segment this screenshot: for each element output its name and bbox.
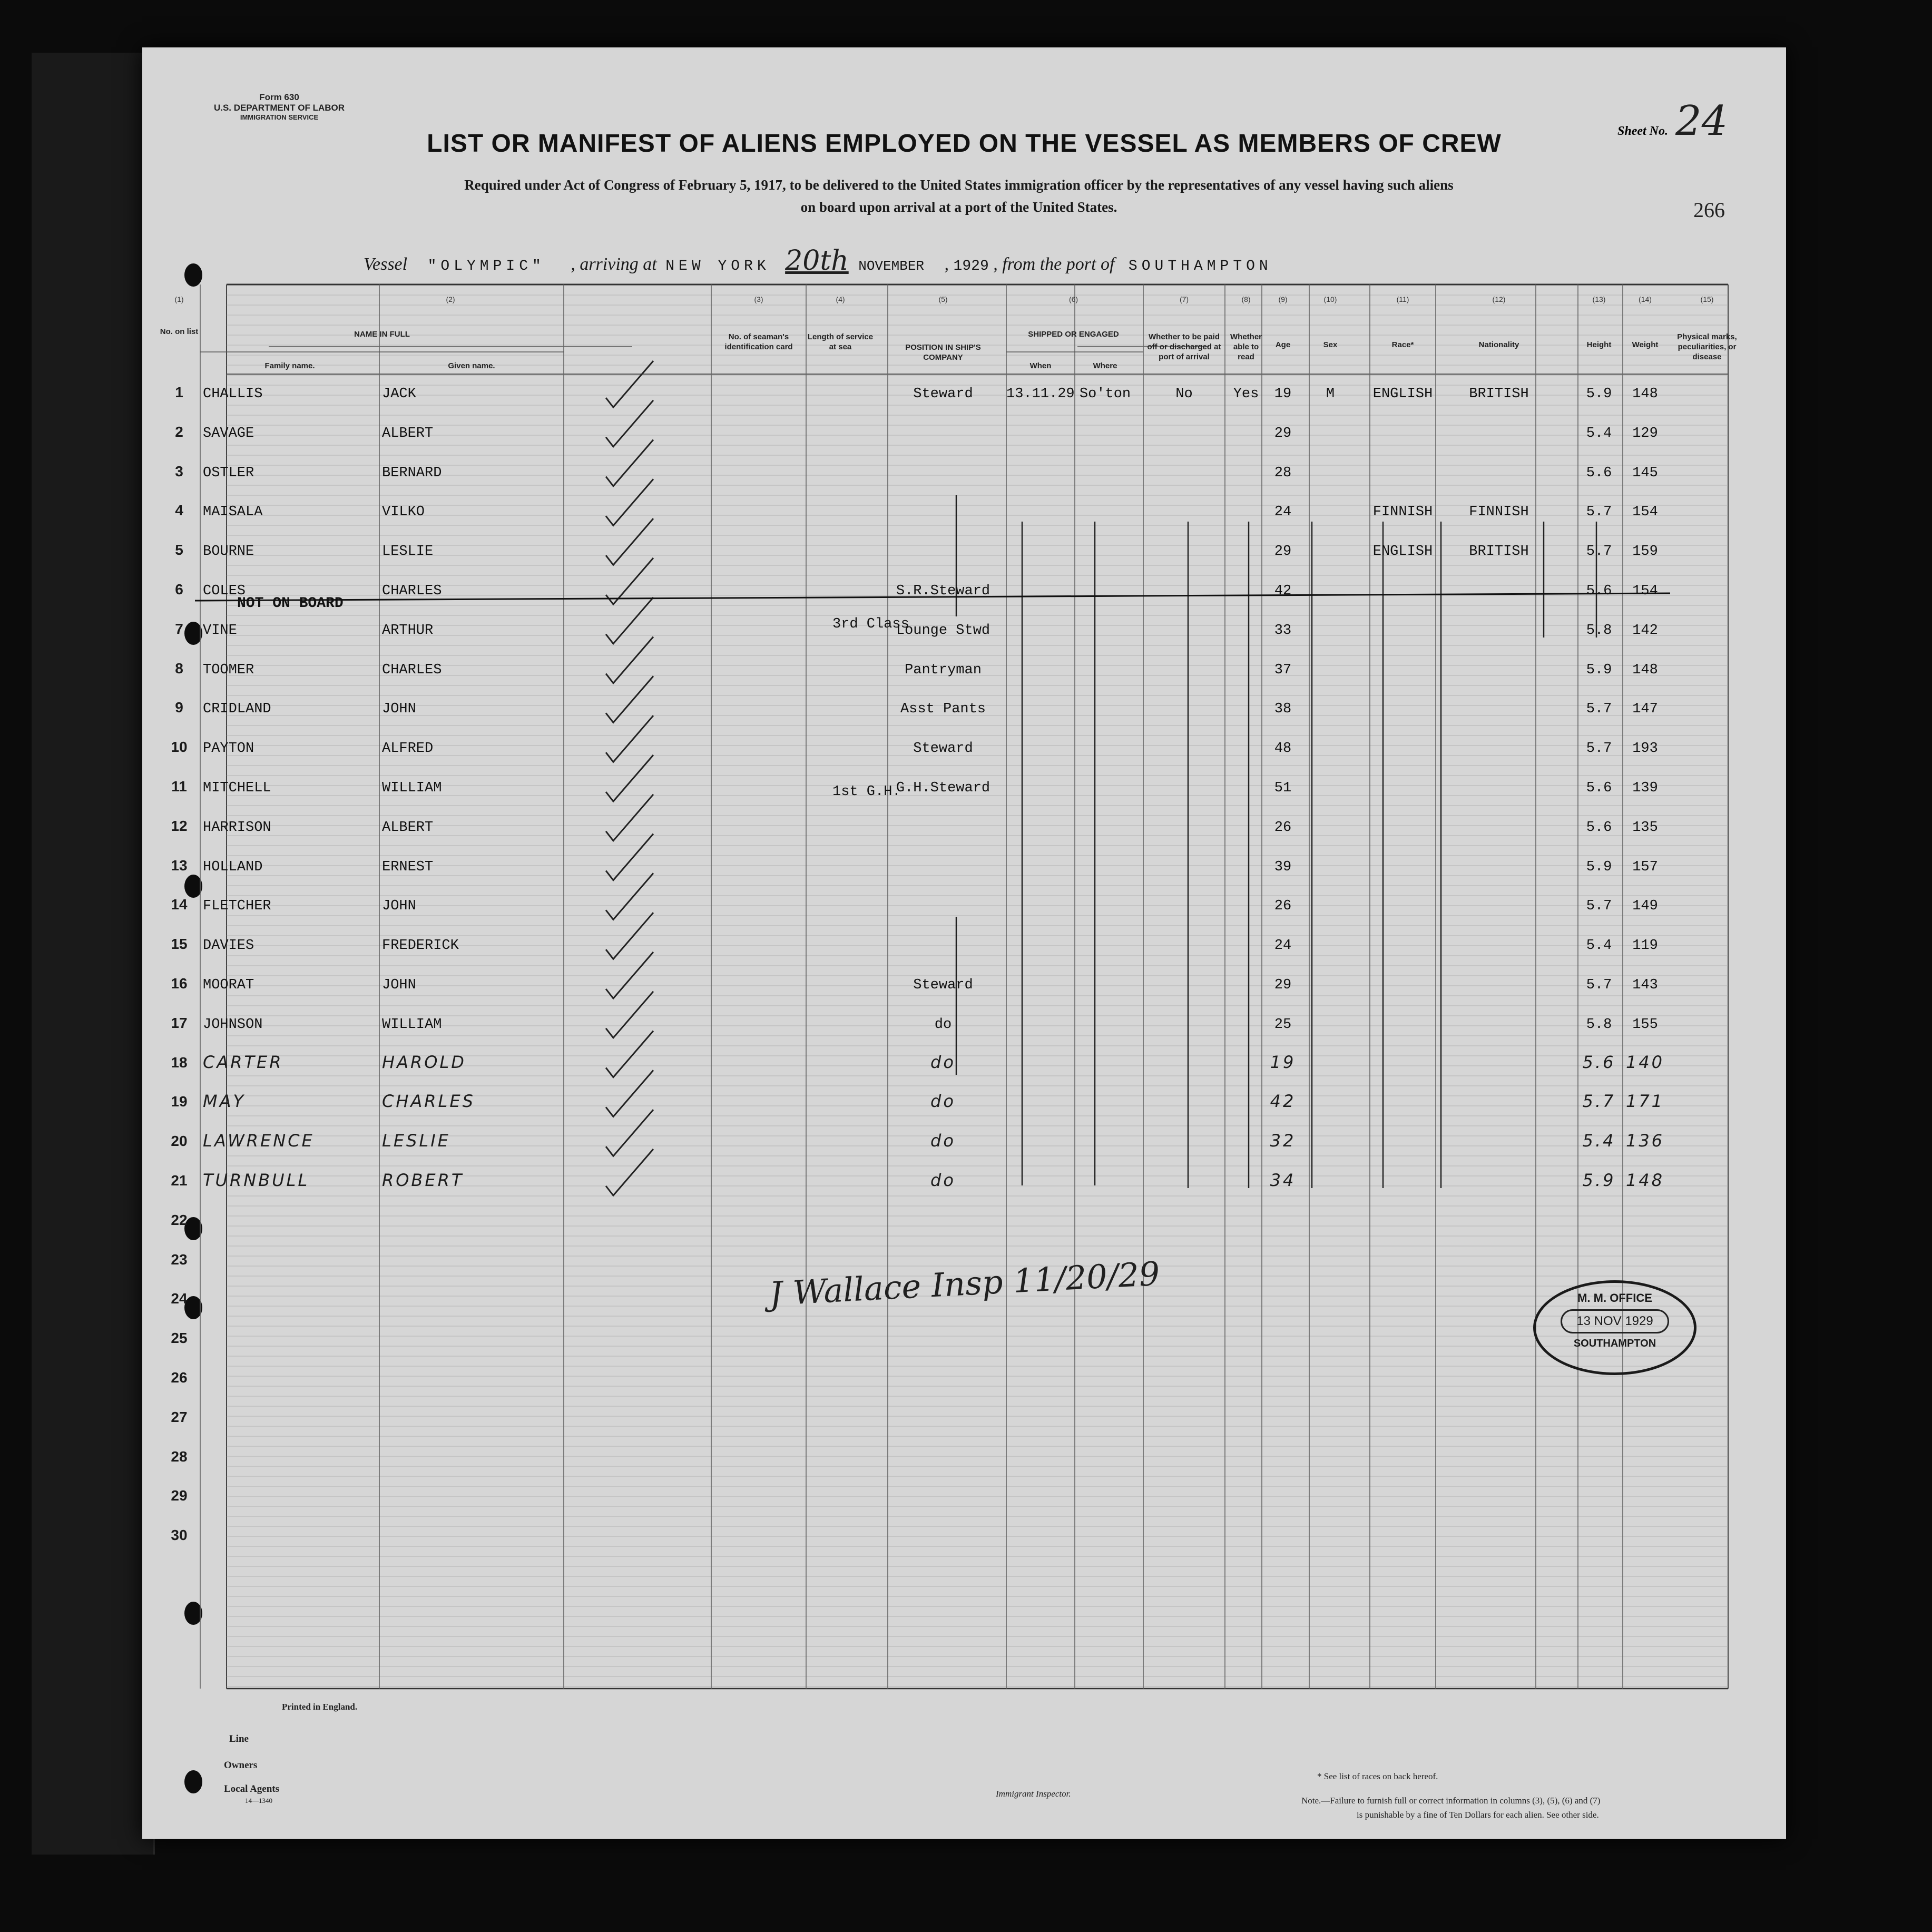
cell-height: 5.7 (1586, 701, 1612, 718)
cell-weight: 145 (1632, 465, 1658, 481)
cell-weight: 148 (1632, 662, 1658, 678)
col-no-on-list: No. on list (160, 327, 199, 336)
cell-read: Yes (1233, 386, 1259, 402)
cell-family: MAY (203, 1091, 246, 1112)
col-weight: Weight (1632, 340, 1659, 349)
column-number: (14) (1639, 295, 1652, 303)
cell-weight: 159 (1632, 544, 1658, 560)
row-number: 6 (175, 581, 183, 597)
column-number: (10) (1323, 295, 1337, 303)
row-number: 23 (171, 1251, 188, 1268)
cell-height: 5.9 (1586, 859, 1612, 875)
line-label: Line (229, 1733, 249, 1744)
form-code: 14—1340 (245, 1797, 272, 1804)
cell-position: Pantryman (905, 662, 982, 678)
cell-height: 5.8 (1586, 1016, 1612, 1033)
cell-height: 5.8 (1586, 622, 1612, 639)
page-number: 266 (1693, 198, 1725, 222)
cell-family: FLETCHER (203, 898, 271, 915)
column-number: (8) (1241, 295, 1251, 303)
cell-family: CRIDLAND (203, 701, 271, 718)
cell-height: 5.4 (1582, 1131, 1616, 1151)
cell-given: ARTHUR (382, 622, 434, 639)
cell-weight: 148 (1632, 386, 1658, 402)
sheet-label: Sheet No. (1617, 124, 1668, 138)
fine-note-1: Note.—Failure to furnish full or correct information in columns (3), (5), (6) and (7) (1301, 1796, 1601, 1806)
cell-nationality: BRITISH (1469, 544, 1529, 560)
cell-family: OSTLER (203, 465, 254, 481)
row-number: 16 (171, 975, 188, 992)
row-number: 11 (171, 778, 187, 795)
cell-age: 32 (1270, 1131, 1296, 1151)
row-number: 29 (171, 1487, 188, 1504)
cell-given: BERNARD (382, 465, 442, 481)
cell-height: 5.7 (1586, 504, 1612, 521)
column-number: (15) (1700, 295, 1714, 303)
cell-weight: 119 (1632, 938, 1658, 954)
cell-height: 5.7 (1586, 741, 1612, 757)
subtitle-line-1: Required under Act of Congress of February 5, 1917, to be delivered to the United States immigration officer by the representatives of any vessel having such aliens (464, 177, 1454, 193)
cell-age: 29 (1274, 425, 1292, 442)
cell-given: JACK (382, 386, 416, 402)
stamp-date: 13 NOV 1929 (1561, 1309, 1669, 1333)
cell-age: 19 (1270, 1052, 1296, 1072)
local-agents-label: Local Agents (224, 1783, 280, 1794)
cell-age: 42 (1274, 583, 1292, 599)
cell-given: JOHN (382, 898, 416, 915)
cell-height: 5.7 (1586, 977, 1612, 993)
cell-weight: 148 (1625, 1170, 1665, 1190)
row-number: 17 (171, 1014, 188, 1031)
page-title: LIST OR MANIFEST OF ALIENS EMPLOYED ON THE VESSEL AS MEMBERS OF CREW (427, 130, 1502, 158)
row-number: 3 (175, 463, 183, 479)
col-sex: Sex (1323, 340, 1338, 349)
manifest-sheet (142, 47, 1786, 1839)
stamp-top: M. M. OFFICE (1577, 1291, 1652, 1305)
cell-given: WILLIAM (382, 780, 442, 796)
cell-family: BOURNE (203, 544, 254, 560)
arrival-port: NEW YORK (665, 258, 770, 274)
cell-weight: 154 (1632, 583, 1658, 599)
cell-height: 5.6 (1586, 819, 1612, 836)
cell-age: 51 (1274, 780, 1292, 796)
col-nationality: Nationality (1478, 340, 1519, 349)
binder-edge (32, 53, 155, 1855)
departure-port: SOUTHAMPTON (1128, 258, 1272, 274)
row-number: 4 (175, 502, 183, 519)
col-shipped: SHIPPED OR ENGAGED (1028, 330, 1119, 339)
service: IMMIGRATION SERVICE (240, 113, 319, 121)
fine-note-2: is punishable by a fine of Ten Dollars for each alien. See other side. (1357, 1810, 1599, 1820)
row-number: 5 (175, 542, 183, 558)
cell-age: 38 (1274, 701, 1292, 718)
column-number: (9) (1278, 295, 1288, 303)
sheet-number: 24 (1675, 97, 1728, 145)
cell-family: HOLLAND (203, 859, 263, 875)
cell-given: JOHN (382, 977, 416, 993)
cell-weight: 135 (1632, 819, 1658, 836)
row-number: 24 (171, 1290, 188, 1307)
cell-position: S.R.Steward (896, 583, 990, 599)
check-mark (606, 361, 653, 407)
col-id-card: No. of seaman's identification card (724, 332, 793, 351)
row-number: 14 (171, 896, 188, 913)
cell-weight: 147 (1632, 701, 1658, 718)
cell-position: Asst Pants (900, 701, 986, 718)
cell-height: 5.6 (1586, 583, 1612, 599)
cell-given: VILKO (382, 504, 425, 521)
cell-position: do (930, 1170, 956, 1190)
cell-age: 42 (1270, 1091, 1296, 1112)
cell-paid: No (1175, 386, 1193, 402)
row-number: 2 (175, 423, 183, 440)
cell-family: COLES (203, 583, 246, 599)
column-number: (2) (446, 295, 455, 303)
col-race: Race* (1391, 340, 1414, 349)
cell-given: ERNEST (382, 859, 434, 875)
cell-height: 5.9 (1582, 1170, 1616, 1190)
row-number: 26 (171, 1369, 188, 1386)
subtitle-line-2: on board upon arrival at a port of the United States. (800, 199, 1117, 215)
cell-position: Steward (913, 741, 973, 757)
cell-given: ALFRED (382, 741, 434, 757)
cell-position: do (930, 1131, 956, 1151)
arrival-year: 1929 (953, 258, 989, 274)
cell-height: 5.4 (1586, 425, 1612, 442)
col-name-in-full: NAME IN FULL (354, 330, 410, 339)
cell-weight: 193 (1632, 741, 1658, 757)
cell-given: HAROLD (382, 1052, 466, 1072)
row-number: 22 (171, 1211, 188, 1228)
col-height: Height (1586, 340, 1612, 349)
cell-family: LAWRENCE (203, 1131, 315, 1151)
column-number: (5) (938, 295, 948, 303)
cell-weight: 143 (1632, 977, 1658, 993)
row-number: 28 (171, 1448, 188, 1465)
row-number: 25 (171, 1330, 188, 1347)
cell-family: CHALLIS (203, 386, 263, 402)
col-where: Where (1093, 361, 1117, 370)
cell-family: HARRISON (203, 819, 271, 836)
cell-family: TURNBULL (203, 1170, 310, 1190)
col-age: Age (1275, 340, 1291, 349)
column-number: (7) (1179, 295, 1189, 303)
cell-age: 24 (1274, 504, 1292, 521)
row-number: 1 (175, 384, 183, 400)
cell-family: MITCHELL (203, 780, 271, 796)
cell-race: ENGLISH (1372, 544, 1433, 560)
cell-position: G.H.Steward (896, 780, 990, 796)
cell-weight: 149 (1632, 898, 1658, 915)
cell-nationality: FINNISH (1469, 504, 1529, 521)
cell-age: 48 (1274, 741, 1292, 757)
cell-height: 5.7 (1586, 898, 1612, 915)
cell-height: 5.9 (1586, 662, 1612, 678)
cell-family: SAVAGE (203, 425, 254, 442)
column-number: (3) (754, 295, 763, 303)
cell-position: Steward (913, 386, 973, 402)
col-position: POSITION IN SHIP'S COMPANY (905, 343, 981, 362)
cell-height: 5.4 (1586, 938, 1612, 954)
cell-age: 29 (1274, 544, 1292, 560)
cell-family: MAISALA (203, 504, 263, 521)
position-annotation-3rd-class: 3rd Class (832, 616, 909, 632)
col-physical: Physical marks, peculiarities, or disease (1677, 332, 1737, 361)
column-number: (11) (1396, 295, 1409, 303)
cell-height: 5.7 (1586, 544, 1612, 560)
cell-weight: 140 (1625, 1052, 1665, 1072)
cell-position: do (934, 1016, 952, 1033)
cell-given: LESLIE (382, 544, 434, 560)
cell-age: 37 (1274, 662, 1292, 678)
cell-height: 5.9 (1586, 386, 1612, 402)
column-number: (12) (1492, 295, 1506, 303)
col-given-name: Given name. (448, 361, 495, 370)
vessel-name: "OLYMPIC" (427, 258, 545, 274)
row-number: 18 (171, 1054, 188, 1071)
cell-sex: M (1326, 386, 1335, 402)
col-when: When (1029, 361, 1052, 370)
cell-weight: 139 (1632, 780, 1658, 796)
cell-age: 39 (1274, 859, 1292, 875)
form-number: Form 630 (259, 92, 299, 102)
cell-age: 28 (1274, 465, 1292, 481)
cell-given: JOHN (382, 701, 416, 718)
row-number: 13 (171, 857, 188, 874)
column-number: (13) (1592, 295, 1606, 303)
cell-weight: 136 (1625, 1131, 1665, 1151)
cell-weight: 129 (1632, 425, 1658, 442)
cell-given: CHARLES (382, 583, 442, 599)
row-number: 15 (171, 936, 188, 953)
row-number: 27 (171, 1408, 188, 1425)
row-number: 19 (171, 1093, 188, 1110)
cell-age: 24 (1274, 938, 1292, 954)
cell-age: 33 (1274, 622, 1292, 639)
column-number: (1) (174, 295, 184, 303)
cell-height: 5.7 (1582, 1091, 1616, 1112)
inspector-label: Immigrant Inspector. (996, 1789, 1071, 1799)
cell-family: MOORAT (203, 977, 254, 993)
row-number: 30 (171, 1527, 188, 1544)
col-paid-off: Whether to be paid off or discharged at port of arrival (1147, 332, 1221, 361)
cell-weight: 171 (1625, 1091, 1665, 1112)
cell-age: 19 (1274, 386, 1292, 402)
cell-given: ALBERT (382, 819, 434, 836)
col-family-name: Family name. (264, 361, 315, 370)
cell-age: 29 (1274, 977, 1292, 993)
arrival-month: NOVEMBER (858, 258, 925, 274)
cell-position: do (930, 1052, 956, 1072)
inspector-signature: J Wallace Insp 11/20/29 (768, 1254, 1161, 1313)
row-number: 20 (171, 1133, 188, 1150)
vessel-label: Vessel (364, 254, 408, 274)
cell-weight: 155 (1632, 1016, 1658, 1033)
column-number: (6) (1068, 295, 1078, 303)
cell-where: So'ton (1079, 386, 1131, 402)
col-able-read: Whether able to read (1230, 332, 1262, 361)
cell-family: PAYTON (203, 741, 254, 757)
arrival-day: 20th (785, 245, 849, 277)
from-label: , from the port of (993, 254, 1115, 274)
cell-age: 26 (1274, 819, 1292, 836)
mm-office-stamp (1533, 1280, 1696, 1375)
cell-family: JOHNSON (203, 1016, 263, 1033)
department: U.S. DEPARTMENT OF LABOR (213, 103, 345, 113)
column-number: (4) (836, 295, 845, 303)
row-number: 8 (175, 660, 183, 676)
cell-when: 13.11.29 (1006, 386, 1075, 402)
cell-family: CARTER (203, 1052, 283, 1072)
cell-weight: 142 (1632, 622, 1658, 639)
col-length-service: Length of service at sea (807, 332, 874, 351)
cell-weight: 154 (1632, 504, 1658, 521)
cell-position: Steward (913, 977, 973, 993)
not-on-board-annotation: NOT ON BOARD (237, 595, 344, 612)
row-number: 7 (175, 620, 183, 637)
cell-weight: 157 (1632, 859, 1658, 875)
cell-height: 5.6 (1586, 780, 1612, 796)
voyage-line: Vessel "OLYMPIC" , arriving at NEW YORK 20th NOVEMBER , 1929 , from the port of SOUTHAMPTON (364, 245, 1272, 277)
cell-age: 26 (1274, 898, 1292, 915)
cell-given: CHARLES (382, 1091, 475, 1112)
cell-given: WILLIAM (382, 1016, 442, 1033)
cell-given: ALBERT (382, 425, 434, 442)
row-number: 9 (175, 699, 183, 716)
cell-given: ROBERT (382, 1170, 464, 1190)
cell-race: FINNISH (1372, 504, 1433, 521)
cell-family: VINE (203, 622, 237, 639)
cell-height: 5.6 (1586, 465, 1612, 481)
cell-position: do (930, 1091, 956, 1112)
row-number: 12 (171, 817, 188, 834)
cell-age: 25 (1274, 1016, 1292, 1033)
arriving-label: , arriving at (571, 254, 657, 274)
races-note: * See list of races on back hereof. (1317, 1771, 1438, 1781)
stamp-bottom: SOUTHAMPTON (1573, 1338, 1656, 1349)
printed-in-england: Printed in England. (282, 1702, 358, 1712)
row-number: 21 (171, 1172, 188, 1189)
cell-position: Lounge Stwd (896, 622, 990, 639)
cell-given: CHARLES (382, 662, 442, 678)
cell-family: DAVIES (203, 938, 254, 954)
row-number: 10 (171, 739, 188, 756)
cell-height: 5.6 (1582, 1052, 1616, 1072)
cell-given: LESLIE (382, 1131, 450, 1151)
cell-family: TOOMER (203, 662, 254, 678)
owners-label: Owners (224, 1760, 258, 1771)
cell-nationality: BRITISH (1469, 386, 1529, 402)
position-annotation-1st-gh: 1st G.H. (832, 784, 901, 800)
cell-race: ENGLISH (1372, 386, 1433, 402)
cell-given: FREDERICK (382, 938, 459, 954)
cell-age: 34 (1270, 1170, 1296, 1190)
